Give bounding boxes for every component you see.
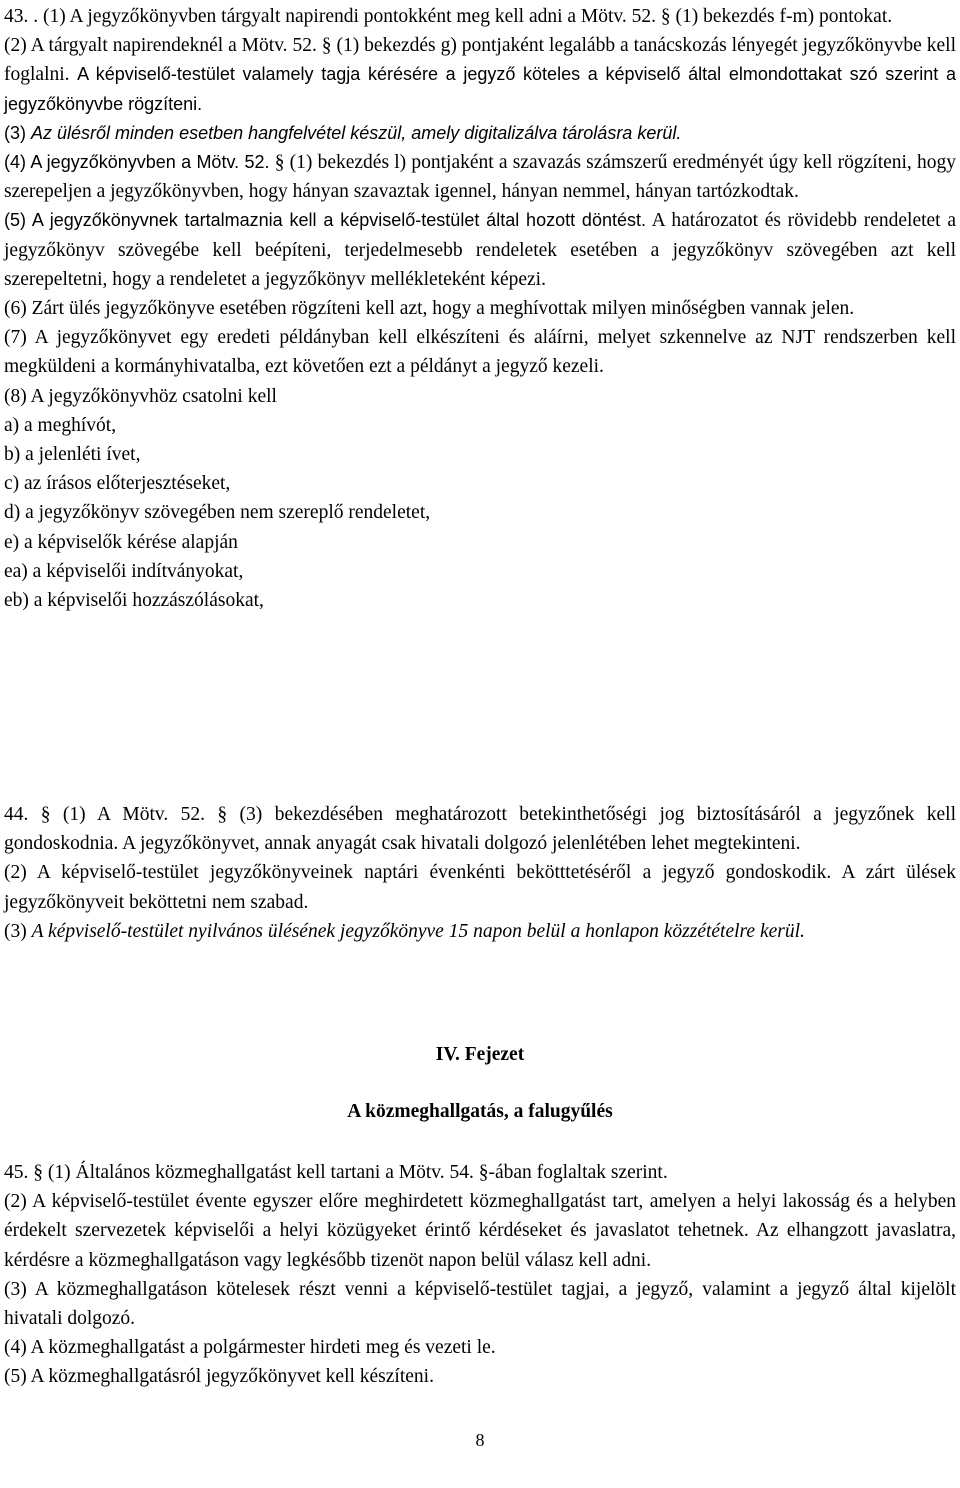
section-43-paragraph-3-text: Az ülésről minden esetben hangfelvétel készül, amely digitalizálva tárolásra kerül. [31, 122, 682, 143]
section-44-paragraph-3 [4, 917, 956, 946]
section-43-paragraph-2 [4, 31, 956, 119]
chapter-title: A közmeghallgatás, a falugyűlés [347, 1101, 613, 1123]
section-43-paragraph-7: (7) A jegyzőkönyvet egy eredeti példányban kell elkészíteni és aláírni, melyet szkennelve az NJT rendszerben kell megküldeni a kormányhivatalba, ezt követően ezt a példányt a jegyző kezeli. [4, 327, 956, 378]
section-43-paragraph-5-lead: (5) A jegyzőkönyvnek tartalmaznia kell a képviselő-testület által hozott döntést. [4, 210, 646, 231]
section-43 [4, 2, 956, 615]
section-44-paragraph-1: 44. § (1) A Mötv. 52. § (3) bekezdésében meghatározott betekinthetőségi jog biztosításáról a jegyzőnek kell gondoskodnia. A jegyzőkönyvet, annak anyagát csak hivatali dolgozó jelenlétében lehet megtekinteni. [4, 804, 956, 855]
section-45-paragraph-5: (5) A közmeghallgatásról jegyzőkönyvet kell készíteni. [4, 1366, 434, 1388]
list-item: b) a jelenléti ívet, [4, 444, 141, 466]
chapter-number: IV. Fejezet [435, 1044, 525, 1065]
section-45-paragraph-3: (3) A közmeghallgatáson kötelesek részt venni a képviselő-testület tagjai, a jegyző, valamint a jegyző által kijelölt hivatali dolgozó. [4, 1278, 956, 1330]
section-45-paragraph-4: (4) A közmeghallgatást a polgármester hirdeti meg és vezeti le. [4, 1337, 496, 1359]
list-item: ea) a képviselői indítványokat, [4, 560, 244, 582]
section-43-paragraph-5-text: A határozatot és rövidebb rendeletet a jegyzőkönyv szövegébe kell beépíteni, terjedelmesebb rendeletek esetében a jegyzőkönyv szövegében azt kell szerepeltetni, hogy a rendeletet a jegyzőkönyv mellékleteként képezi. [4, 210, 956, 290]
section-43-paragraph-1: 43. . (1) A jegyzőkönyvben tárgyalt napirendi pontokként meg kell adni a Mötv. 52. § (1) bekezdés f-m) pontokat. [4, 6, 893, 27]
section-43-paragraph-3-number: (3) [4, 122, 31, 143]
list-item: eb) a képviselői hozzászólásokat, [4, 590, 264, 612]
list-item: e) a képviselők kérése alapján [4, 531, 238, 553]
section-44-paragraph-3-text: A képviselő-testület nyilvános ülésének jegyzőkönyve 15 napon belül a honlapon közzétételre kerül. [31, 920, 805, 942]
section-43-paragraph-2-text: (2) A tárgyalt napirendeknél a Mötv. 52. § (1) bekezdés g) pontjaként legalább a tanácskozás lényegét jegyzőkönyvbe kell foglalni. [4, 35, 956, 86]
section-45-paragraph-2: (2) A képviselő-testület évente egyszer előre meghirdetett közmeghallgatást tart, amelyen a helyi lakosság és a helyben érdekelt szervezetek képviselői a helyi közügyeket érintő kérdéseket és javaslatot tehetnek. Az elhangzott javaslatra, kérdésre a közmeghallgatáson vagy legkésőbb tizenöt napon belül válasz kell adni. [4, 1191, 956, 1271]
section-43-paragraph-6: (6) Zárt ülés jegyzőkönyve esetében rögzíteni kell azt, hogy a meghívottak milyen minőségben vannak jelen. [4, 298, 855, 320]
section-45-paragraph-1: 45. § (1) Általános közmeghallgatást kell tartani a Mötv. 54. §-ában foglaltak szerint. [4, 1162, 668, 1183]
chapter-heading [4, 1040, 956, 1126]
section-43-paragraph-4-text: § (1) bekezdés l) pontjaként a szavazás számszerű eredményét úgy kell rögzíteni, hogy szerepeljen a jegyzőkönyvben, hogy hányan szavaztak igennel, hányan nemmel, hányan tartózkodtak. [4, 152, 957, 203]
section-43-paragraph-5 [4, 206, 956, 294]
section-43-paragraph-4-lead: (4) A jegyzőkönyvben a Mötv. 52. [4, 152, 270, 173]
section-44 [4, 800, 956, 946]
section-43-paragraph-2-note: A képviselő-testület valamely tagja kérésére a jegyző köteles a képviselő által elmondottakat szó szerint a jegyzőkönyvbe rögzíteni. [4, 64, 956, 114]
list-item: c) az írásos előterjesztéseket, [4, 473, 231, 495]
section-45 [4, 1158, 956, 1392]
section-43-paragraph-4 [4, 148, 956, 206]
section-43-paragraph-8: (8) A jegyzőkönyvhöz csatolni kell [4, 385, 277, 407]
section-43-paragraph-3 [4, 119, 956, 148]
list-item: d) a jegyzőkönyv szövegében nem szereplő rendeletet, [4, 502, 431, 524]
section-44-paragraph-2: (2) A képviselő-testület jegyzőkönyveinek naptári évenkénti bekötttetéséről a jegyző gondoskodik. A zárt ülések jegyzőkönyveit beköttetni nem szabad. [4, 862, 956, 913]
list-item: a) a meghívót, [4, 414, 117, 436]
section-44-paragraph-3-number: (3) [4, 920, 32, 942]
page-number: 8 [475, 1430, 485, 1450]
